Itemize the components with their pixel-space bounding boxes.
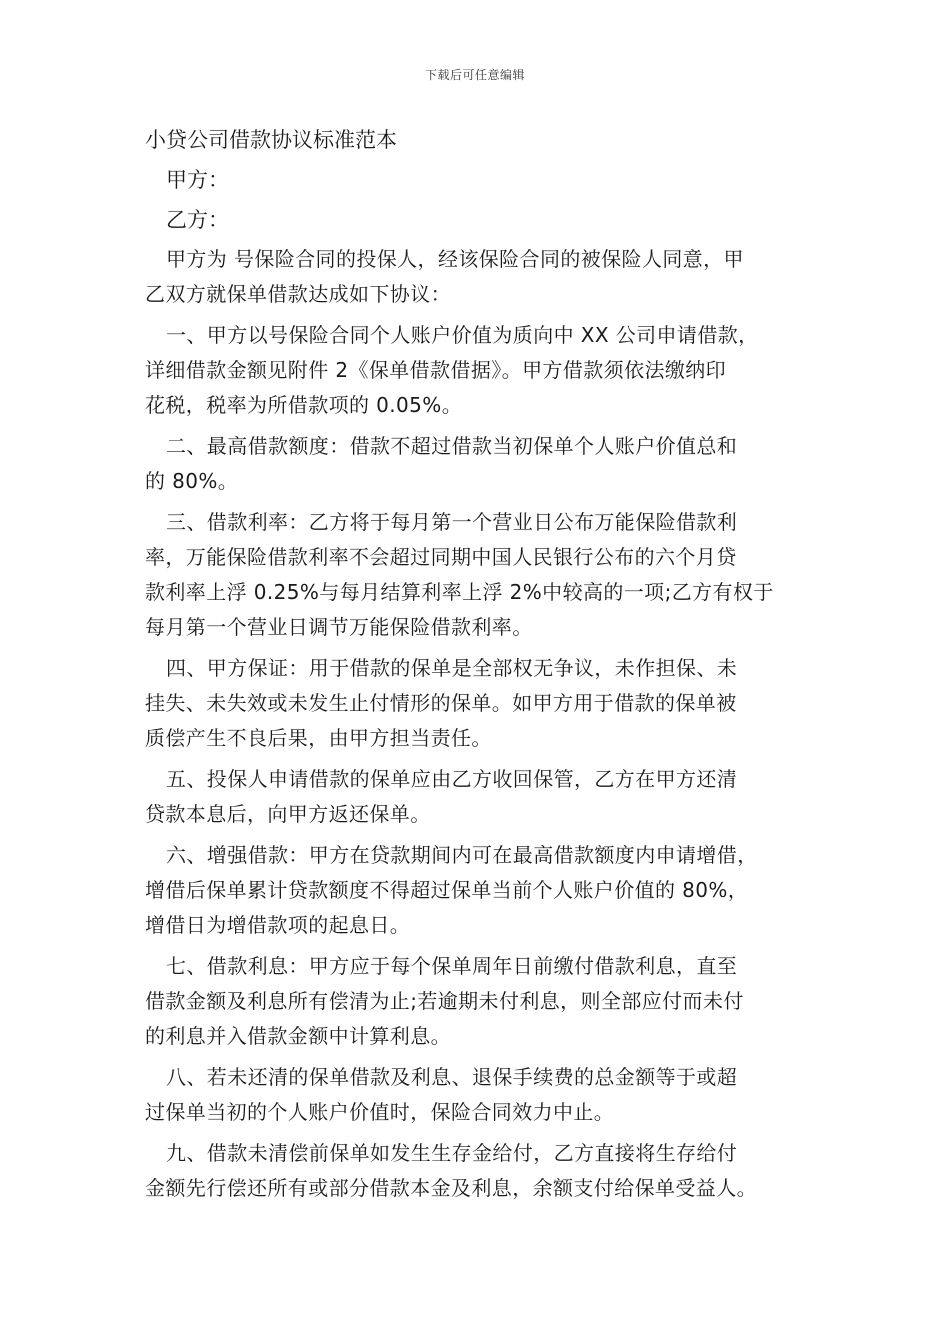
paragraph-line: 九、借款未清偿前保单如发生生存金给付，乙方直接将生存给付 [166,1141,738,1165]
paragraph-list [145,242,815,1206]
paragraph-line: 贷款本息后，向甲方返还保单。 [145,802,431,826]
paragraph-line: 三、借款利率：乙方将于每月第一个营业日公布万能保险借款利 [166,510,738,534]
party-b-label: 乙方： [166,208,229,232]
paragraph-line: 的利息并入借款金额中计算利息。 [145,1024,451,1048]
paragraph-line: 四、甲方保证：用于借款的保单是全部权无争议，未作担保、未 [166,656,738,680]
document-title: 小贷公司借款协议标准范本 [145,128,397,152]
paragraph-line: 乙双方就保单借款达成如下协议： [145,282,451,306]
header-note: 下载后可任意编辑 [424,68,525,82]
paragraph-line: 金额先行偿还所有或部分借款本金及利息，余额支付给保单受益人。 [145,1176,757,1200]
paragraph-line: 的 80%。 [145,469,239,493]
paragraph-line: 六、增强借款：甲方在贷款期间内可在最高借款额度内申请增借， [166,843,758,867]
paragraph-line: 七、借款利息：甲方应于每个保单周年日前缴付借款利息，直至 [166,954,738,978]
paragraph-line: 八、若未还清的保单借款及利息、退保手续费的总金额等于或超 [166,1065,738,1089]
paragraph-line: 增借日为增借款项的起息日。 [145,913,411,937]
clause-paragraph [145,429,815,499]
paragraph-line: 增借后保单累计贷款额度不得超过保单当前个人账户价值的 80%， [145,878,749,902]
paragraph-line: 质偿产生不良后果，由甲方担当责任。 [145,726,492,750]
paragraph-line: 甲方为 号保险合同的投保人，经该保险合同的被保险人同意，甲 [166,247,744,271]
clause-paragraph [145,505,815,645]
clause-paragraph [145,762,815,832]
paragraph-line: 率，万能保险借款利率不会超过同期中国人民银行公布的六个月贷 [145,545,737,569]
paragraph-line: 五、投保人申请借款的保单应由乙方收回保管，乙方在甲方还清 [166,767,738,791]
paragraph-line: 款利率上浮 0.25%与每月结算利率上浮 2%中较高的一项;乙方有权于 [145,580,774,604]
clause-paragraph [145,1136,815,1206]
paragraph-line: 每月第一个营业日调节万能保险借款利率。 [145,615,533,639]
paragraph-line: 借款金额及利息所有偿清为止;若逾期未付利息，则全部应付而未付 [145,989,744,1013]
paragraph-line: 详细借款金额见附件 2《保单借款借据》。甲方借款须依法缴纳印 [145,358,727,382]
clause-paragraph [145,949,815,1054]
clause-paragraph [145,1060,815,1130]
party-a-label: 甲方： [166,168,229,192]
document-body [145,122,815,1212]
clause-paragraph [145,651,815,756]
paragraph-line: 过保单当初的个人账户价值时，保险合同效力中止。 [145,1100,615,1124]
paragraph-line: 一、甲方以号保险合同个人账户价值为质向中 XX 公司申请借款， [166,323,759,347]
clause-paragraph [145,242,815,312]
paragraph-line: 二、最高借款额度：借款不超过借款当初保单个人账户价值总和 [166,434,738,458]
paragraph-line: 花税，税率为所借款项的 0.05%。 [145,393,463,417]
paragraph-line: 挂失、未失效或未发生止付情形的保单。如甲方用于借款的保单被 [145,691,737,715]
clause-paragraph [145,838,815,943]
clause-paragraph [145,318,815,423]
